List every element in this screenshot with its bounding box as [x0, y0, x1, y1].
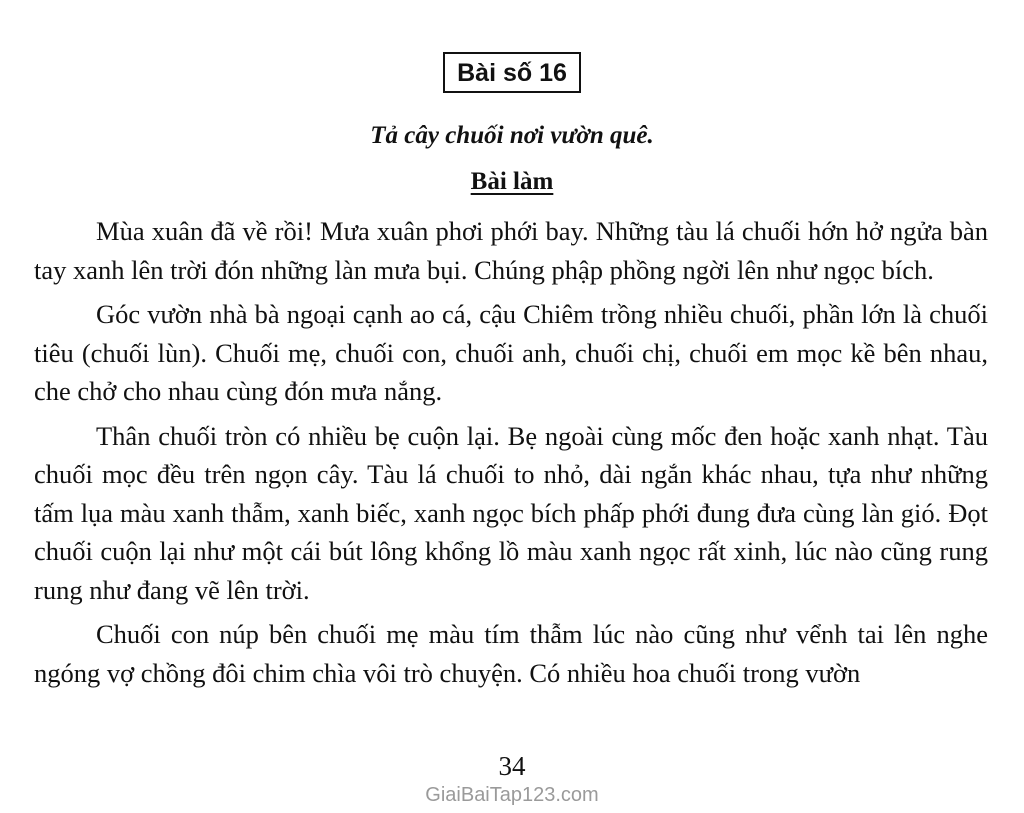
paragraph-1: Mùa xuân đã về rồi! Mưa xuân phơi phới bay. Những tàu lá chuối hớn hở ngửa bàn tay xanh lên trời đón những làn mưa bụi. Chúng phập phồng ngời lên như ngọc bích. [34, 216, 988, 285]
paragraph-2: Góc vườn nhà bà ngoại cạnh ao cá, cậu Chiêm trồng nhiều chuối, phần lớn là chuối tiêu (chuối lùn). Chuối mẹ, chuối con, chuối anh, chuối chị, chuối em mọc kề bên nhau, che chở cho nhau cùng đón mưa nắng. [34, 299, 988, 406]
assignment-title: Tả cây chuối nơi vườn quê. [370, 122, 654, 149]
page-number: 34 [498, 751, 526, 781]
section-heading-text: Bài làm [470, 168, 554, 195]
lesson-label-wrapper [0, 52, 1024, 93]
essay-body [34, 212, 988, 698]
paragraph-4: Chuối con núp bên chuối mẹ màu tím thẫm lúc nào cũng như vểnh tai lên nghe ngóng vợ chồng đôi chim chìa vôi trò chuyện. Có nhiều hoa chuối trong vườn [34, 619, 988, 688]
lesson-label-box: Bài số 16 [443, 52, 581, 93]
watermark: GiaiBaiTap123.com [425, 784, 599, 806]
section-heading [0, 166, 1024, 198]
paragraph-3: Thân chuối tròn có nhiều bẹ cuộn lại. Bẹ ngoài cùng mốc đen hoặc xanh nhạt. Tàu chuối mọc đều trên ngọn cây. Tàu lá chuối to nhỏ, dài ngắn khác nhau, tựa như những tấm lụa màu xanh thẫm, xanh biếc, xanh ngọc bích phấp phới đung đưa cùng làn gió. Đọt chuối cuộn lại như một cái bút lông khổng lồ màu xanh ngọc rất xinh, lúc nào cũng rung rung như đang vẽ lên trời. [34, 420, 988, 605]
